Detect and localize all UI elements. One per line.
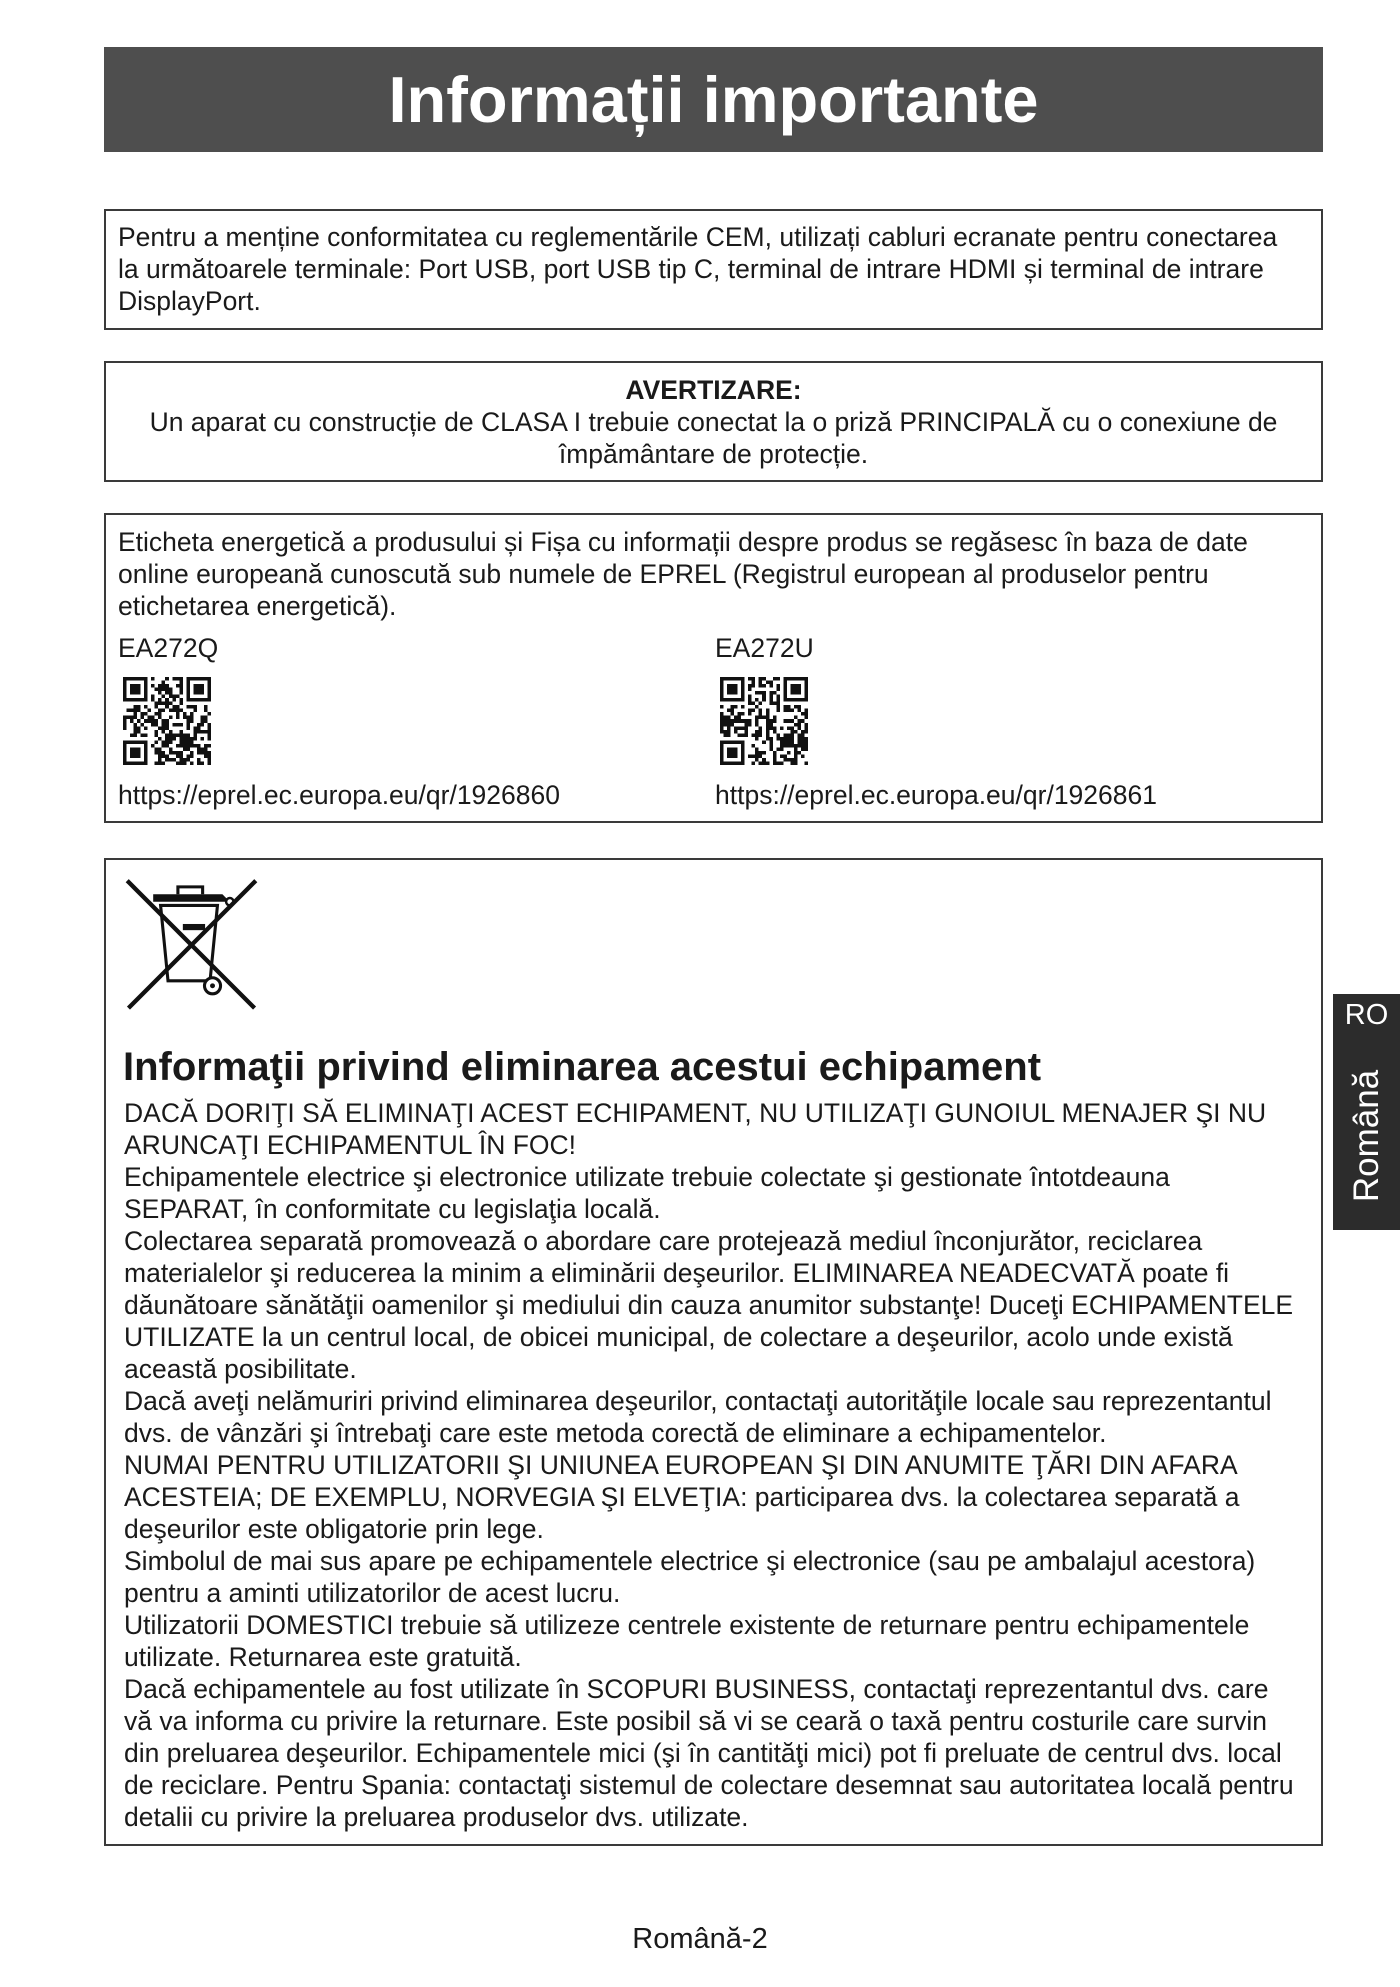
product-model: EA272U [715,633,814,663]
product-model: EA272Q [118,633,219,663]
energy-label-line: online europeană cunoscută sub numele de EPREL (Registrul european al produselor pentru [118,559,1209,589]
disposal-line: deşeurilor este obligatorie prin lege. [124,1514,544,1544]
bin-lid [153,894,230,901]
disposal-line: NUMAI PENTRU UTILIZATORII ŞI UNIUNEA EUROPEAN ŞI DIN ANUMITE ŢĂRI DIN AFARA [124,1450,1238,1480]
language-name: Română [1346,1069,1386,1203]
disposal-line: din preluarea deşeurilor. Echipamentele mici (şi în cantităţi mici) pot fi preluate de centrul dvs. local [124,1738,1282,1768]
disposal-line: Echipamentele electrice şi electronice utilizate trebuie colectate şi gestionate întotdeauna [124,1162,1170,1192]
product-eprel-url: https://eprel.ec.europa.eu/qr/1926860 [118,780,560,810]
qr-finder-pattern [123,740,148,765]
product-eprel-url: https://eprel.ec.europa.eu/qr/1926861 [715,780,1157,810]
disposal-line: vă va informa cu privire la returnare. Este posibil să vi se ceară o taxă pentru costurile care survin [124,1706,1267,1736]
disposal-line: DACĂ DORIŢI SĂ ELIMINAŢI ACEST ECHIPAMENT, NU UTILIZAŢI GUNOIUL MENAJER ŞI NU [124,1098,1267,1128]
disposal-heading: Informaţii privind eliminarea acestui echipament [123,1045,1042,1089]
warning-line: Un aparat cu construcție de CLASA I trebuie conectat la o priză PRINCIPALĂ cu o conexiune de [149,407,1278,437]
qr-finder-pattern [186,677,211,702]
energy-label-box [104,513,1323,823]
disposal-line: ACESTEIA; DE EXEMPLU, NORVEGIA ŞI ELVEŢIA: participarea dvs. la colectarea separată a [124,1482,1240,1512]
bin-wheel-hub [210,983,215,988]
disposal-line: ARUNCAŢI ECHIPAMENTUL ÎN FOC! [124,1130,577,1160]
emc-notice-line: DisplayPort. [118,286,261,316]
disposal-line: Simbolul de mai sus apare pe echipamentele electrice şi electronice (sau pe ambalajul acestora) [124,1546,1256,1576]
disposal-line: dăunătoare sănătăţii oamenilor şi mediului din cauza anumitor substanţe! Duceţi ECHIPAMENTELE [124,1290,1294,1320]
language-tab [1333,994,1400,1230]
disposal-line: de reciclare. Pentru Spania: contactaţi sistemul de colectare desemnat sau autoritatea locală pentru [124,1770,1294,1800]
qr-finder-pattern [123,677,148,702]
language-code: RO [1344,999,1389,1031]
disposal-line: Dacă aveţi nelămuriri privind eliminarea deşeurilor, contactaţi autorităţile locale sau reprezentantul [124,1386,1272,1416]
qr-code-icon [123,677,211,765]
disposal-info-box [104,858,1323,1846]
disposal-line: dvs. de vânzări şi întrebaţi care este metoda corectă de eliminare a echipamentelor. [124,1418,1107,1448]
energy-label-line: Eticheta energetică a produsului și Fișa cu informații despre produs se regăsesc în baza de date [118,527,1248,557]
qr-finder-pattern [720,740,745,765]
energy-label-line: etichetarea energetică). [118,591,397,621]
emc-notice-line: la următoarele terminale: Port USB, port USB tip C, terminal de intrare HDMI și terminal de intrare [118,254,1264,284]
disposal-line: detalii cu privire la preluarea produselor dvs. utilizate. [124,1802,749,1832]
disposal-line: această posibilitate. [124,1354,357,1384]
disposal-body [124,1097,1294,1833]
qr-finder-pattern [783,677,808,702]
product-entry-ea272q [118,632,678,810]
disposal-line: Dacă echipamentele au fost utilizate în SCOPURI BUSINESS, contactaţi reprezentantul dvs. care [124,1674,1269,1704]
bin-handle [178,887,203,894]
page-title: Informații importante [104,47,1323,152]
disposal-line: SEPARAT, în conformitate cu legislaţia locală. [124,1194,661,1224]
disposal-line: materialelor şi reducerea la minim a eliminării deşeurilor. ELIMINAREA NEADECVATĂ poate fi [124,1258,1230,1288]
warning-heading: AVERTIZARE: [625,375,802,405]
emc-notice-box [104,209,1323,330]
emc-notice-line: Pentru a menține conformitatea cu reglementările CEM, utilizați cabluri ecranate pentru conectarea [118,222,1278,252]
disposal-line: Colectarea separată promovează o abordare care protejează mediul înconjurător, reciclarea [124,1226,1203,1256]
disposal-line: UTILIZATE la un centrul local, de obicei municipal, de colectare a deşeurilor, acolo unde există [124,1322,1233,1352]
disposal-line: pentru a aminti utilizatorilor de acest lucru. [124,1578,621,1608]
page-number: Română-2 [632,1923,768,1955]
warning-box [104,361,1323,482]
disposal-line: utilizate. Returnarea este gratuită. [124,1642,522,1672]
qr-finder-pattern [720,677,745,702]
crossed-out-wheeled-bin-icon [123,877,260,1013]
product-entry-ea272u [715,632,1275,810]
qr-code-icon [720,677,808,765]
disposal-line: Utilizatorii DOMESTICI trebuie să utilizeze centrele existente de returnare pentru echipamentele [124,1610,1250,1640]
bin-label-bar [183,924,205,930]
warning-line: împământare de protecție. [558,439,869,469]
